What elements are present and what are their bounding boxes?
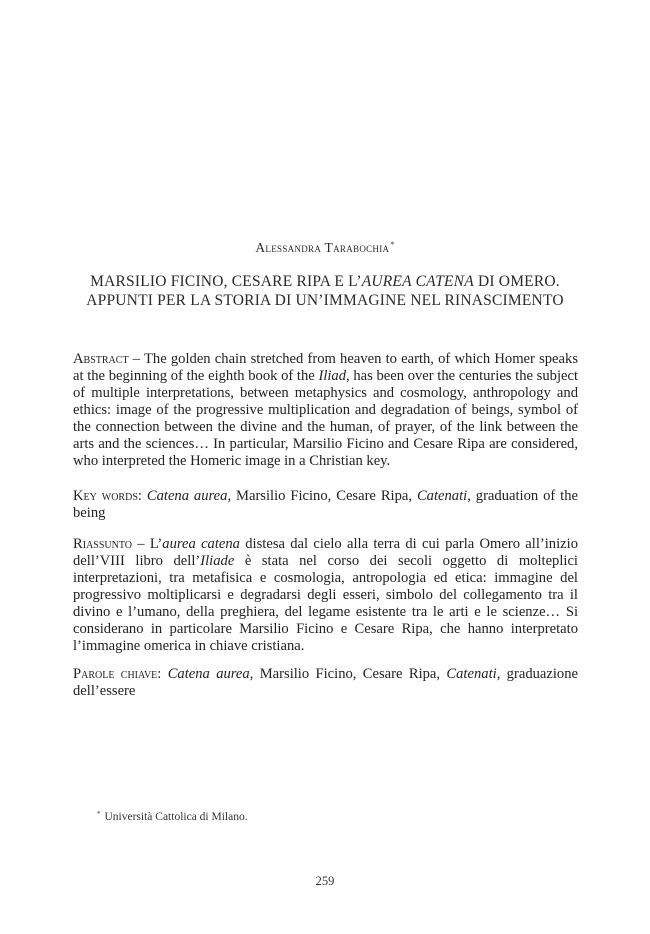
author-footnote-mark: * [390, 240, 395, 249]
keywords-item-3: Catenati [416, 488, 468, 504]
footnote [97, 810, 248, 823]
keywords-item-1: Catena aurea [146, 488, 228, 504]
title-line-1-start: MARSILIO FICINO, CESARE RIPA E L’ [90, 273, 362, 290]
title-line-1-end: DI OMERO. [473, 273, 560, 290]
article-title [0, 272, 650, 310]
footnote-text: Università Cattolica di Milano. [104, 811, 248, 823]
parole-text-2: , Marsilio Ficino, Cesare Ripa, [249, 666, 447, 682]
page-number: 259 [315, 874, 335, 888]
riassunto-label: Riassunto [73, 536, 133, 552]
author-name [0, 240, 650, 256]
abstract-italic-1: Iliad [318, 368, 347, 384]
abstract-paragraph [73, 351, 578, 470]
parole-item-3: Catenati [446, 666, 497, 682]
author-text: Alessandra Tarabochia [255, 240, 390, 255]
abstract-text-2: , has been over the centuries the subject of multiple interpretations, between metaphysics and cosmology, anthropology and ethics: image of the progressive multiplication and degradation of beings, symbol of the connection between the divine and the human, of prayer, of the link between the arts and the sciences… In particular, Marsilio Ficino and Cesare Ripa are considered, who interpreted the Homeric image in a Christian key. [73, 368, 579, 469]
keywords-paragraph [73, 488, 578, 522]
parole-item-1: Catena aurea [167, 666, 250, 682]
title-line-2: APPUNTI PER LA STORIA DI UN’IMMAGINE NEL RINASCIMENTO [86, 292, 564, 309]
parole-sep: : [157, 666, 168, 682]
riassunto-paragraph [73, 536, 578, 655]
parole-label: Parole chiave [73, 666, 158, 682]
parole-text-4: , graduazione dell’essere [73, 666, 578, 699]
title-line-1-italic: AUREA CATENA [361, 273, 474, 290]
parole-chiave-paragraph [73, 666, 578, 700]
keywords-sep: : [137, 488, 147, 504]
footnote-mark: * [97, 810, 101, 818]
keywords-text-2: , Marsilio Ficino, Cesare Ripa, [227, 488, 417, 504]
riassunto-text-2: distesa dal cielo alla terra di cui parla Omero all’inizio dell’VIII libro dell’ [73, 536, 578, 569]
abstract-text-1: – The golden chain stretched from heaven to earth, of which Homer speaks at the beginning of the eighth book of the [73, 351, 578, 384]
abstract-label: Abstract [73, 351, 129, 367]
riassunto-text-3: è stata nel corso dei secoli oggetto di molteplici interpretazioni, tra metafisica e cosmologia, antropologia ed etica: immagine del progressivo moltiplicarsi e degradarsi degli esseri, simbolo del collegamento tra il divino e l’umano, della preghiera, del legame esistente tra le arti e le scienze… Si considerano in particolare Marsilio Ficino e Cesare Ripa, che hanno interpretato l’immagine omerica in chiave cristiana. [73, 553, 578, 654]
keywords-label: Key words [73, 488, 138, 504]
riassunto-italic-2: Iliade [200, 553, 235, 569]
riassunto-text-1: – L’ [132, 536, 163, 552]
riassunto-italic-1: aurea catena [162, 536, 240, 552]
keywords-text-4: , graduation of the being [73, 488, 578, 521]
title-line-1 [0, 272, 650, 291]
